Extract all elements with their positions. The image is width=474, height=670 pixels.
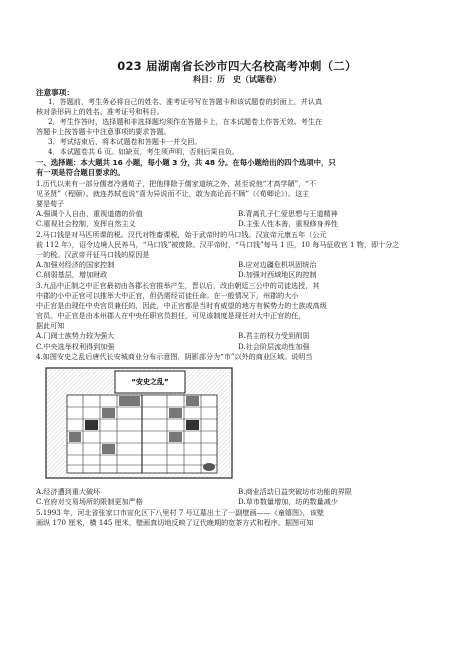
question-4-options (36, 487, 440, 507)
map-title: “安史之乱” (131, 378, 169, 386)
east-market (186, 420, 199, 430)
notice-item-1-line-2: 核对条形码上的姓名、准考证号和科目。 (36, 107, 164, 117)
q3-option-b: B.君主的权力受到削弱 (238, 331, 310, 341)
q2-option-c: C.削弱基层，增加财政 (36, 270, 108, 280)
notice-item-4: 4．本试题卷共 6 页。如缺页，考生须声明，否则后果自负。 (48, 147, 239, 157)
q1-option-b: B.背离孔子仁爱思想与王道精神 (238, 209, 338, 219)
exam-subject: 科目：历 史（试题卷） (193, 75, 281, 84)
q1-stem-line-3: 要是荀子 (36, 199, 65, 209)
q2-options-row-2 (36, 270, 440, 280)
section-heading (36, 158, 440, 178)
notice-item-2-line-2: 答题卡上按答题卡中注意事项的要求答题。 (36, 127, 171, 137)
section-heading-line-2: 有一项是符合题目要求的。 (36, 168, 125, 178)
q3-option-d: D.社会阶层流动性加强 (238, 341, 310, 351)
q2-options-row-1 (36, 260, 440, 270)
q4-option-d: D.草市数量增加，坊的数量减少 (238, 497, 338, 507)
q3-options-row-1 (36, 331, 440, 341)
q2-stem-line-1: 2.马口钱是对马匹所课的税。汉代对牲畜课税，始于武帝时的马口钱。汉宣帝元康五年（公元 (36, 230, 327, 239)
question-5 (36, 508, 440, 528)
q2-option-a: A.加强对经济的国家控制 (36, 260, 115, 270)
q1-options-row-1 (36, 209, 440, 219)
q1-option-c: C.重视社会控制，发挥自然主义 (36, 219, 136, 229)
q4-option-a: A.经济遭到重大破坏 (36, 487, 101, 496)
question-2 (36, 230, 440, 280)
q4-option-b: B.商业活动日益突破坊市功能的界限 (238, 487, 352, 496)
q3-stem-line-1: 3.九品中正制之中正官最初由各郡长官推举产生，晋以后，改由朝廷三公中的司徒选授，其 (36, 281, 320, 290)
q3-stem-line-4: 官员。中正官是由本州郡人在中央任职官员担任，可见该制度是现任对大中正官的任， (36, 311, 306, 321)
section-heading-line-1: 一、选择题：本大题共 16 小题，每小题 3 分，共 48 分。在每小题给出的四个选项中，只 (36, 158, 336, 167)
notice-heading: 注意事项： (36, 88, 74, 97)
question-1 (36, 179, 440, 229)
q3-options-row-2 (36, 342, 440, 352)
question-3 (36, 281, 440, 352)
q5-stem-line-2: 画纵 170 厘米，横 145 厘米，壁画真切地反映了辽代晚期的宽茶方式和程序。据图可知 (36, 518, 314, 528)
q2-stem-line-3: 一的税。汉武帝开征马口钱的原因是 (36, 250, 150, 260)
west-market (85, 420, 98, 430)
q3-stem-line-5: 据此可知 (36, 321, 65, 331)
question-4-stem (36, 352, 440, 362)
notice-item-2-line-1: 2．考生作答时，选择题和非选择题均须作在答题卡上，在本试题卷上作答无效。考生在 (48, 117, 323, 127)
q3-stem-line-3: 中正官是由现任中央官员兼任的，因此，中正官都是当时有威望的地方有候势力的士族或高级 (36, 301, 327, 311)
notice-list (36, 97, 440, 158)
q1-option-d: D.主张人性本善，重视修身养性 (238, 219, 338, 229)
q1-options-row-2 (36, 219, 440, 229)
q2-option-b: B.应对边疆危机巩固统治 (238, 260, 317, 270)
exam-title: 023 届湖南省长沙市四大名校高考冲刺（二） (117, 59, 357, 73)
q4-options-row-2 (36, 497, 440, 507)
q2-stem-line-2: 前 112 年），诏令边境人民养马，“马口钱”被废除。汉平帝时，“马口钱”每马 1 匹，10 每马征收官 1 物，即十分之 (36, 240, 400, 250)
q3-option-a: A.门阀士族势力较为强大 (36, 331, 115, 341)
notice-item-3: 3．考试结束后，将本试题卷和答题卡一并交回。 (48, 137, 202, 147)
notice-item-1-line-1: 1．答题前，考生务必将自己的姓名、准考证号写在答题卡和该试题卷的封面上，并认真 (48, 97, 323, 106)
q2-option-d: D.加强对西域地区的控制 (238, 270, 317, 280)
q4-options-row-1 (36, 487, 440, 497)
q5-stem-line-1: 5.1993 年，河北省张家口市宣化区下八里村 7 号辽墓出土了一副壁画——《童嬉图》，该壁 (36, 508, 324, 517)
q1-option-a: A.强调个人自由，重视道德的价值 (36, 209, 143, 219)
q4-option-c: C.官府对交易场所的限制更加严格 (36, 497, 143, 507)
q3-stem-line-2: 中郡的小中正官可以推举大中正官，但仍需经司徒任命。在一般情况下，州郡的大小 (36, 291, 299, 301)
q1-stem-line-2: 见圣贤”（程颐）。就连苏轼也说“喜为异说而不让，敢为高论而不顾”（《荀卿论》）。这主 (36, 189, 310, 199)
q3-option-c: C.中央选举权利得到加强 (36, 341, 115, 351)
q1-stem-line-1: 1.历代以来有一部分儒者冷遇荀子，把他排除于儒家道统之外，甚至说他“才高学陋”，“不 (36, 179, 317, 188)
q4-stem-line-1: 4.如图安史之乱后唐代长安城商业分布示意图，阴影部分为“市”以外的商业区域。说明当 (36, 352, 313, 361)
changan-city-map (45, 367, 233, 479)
